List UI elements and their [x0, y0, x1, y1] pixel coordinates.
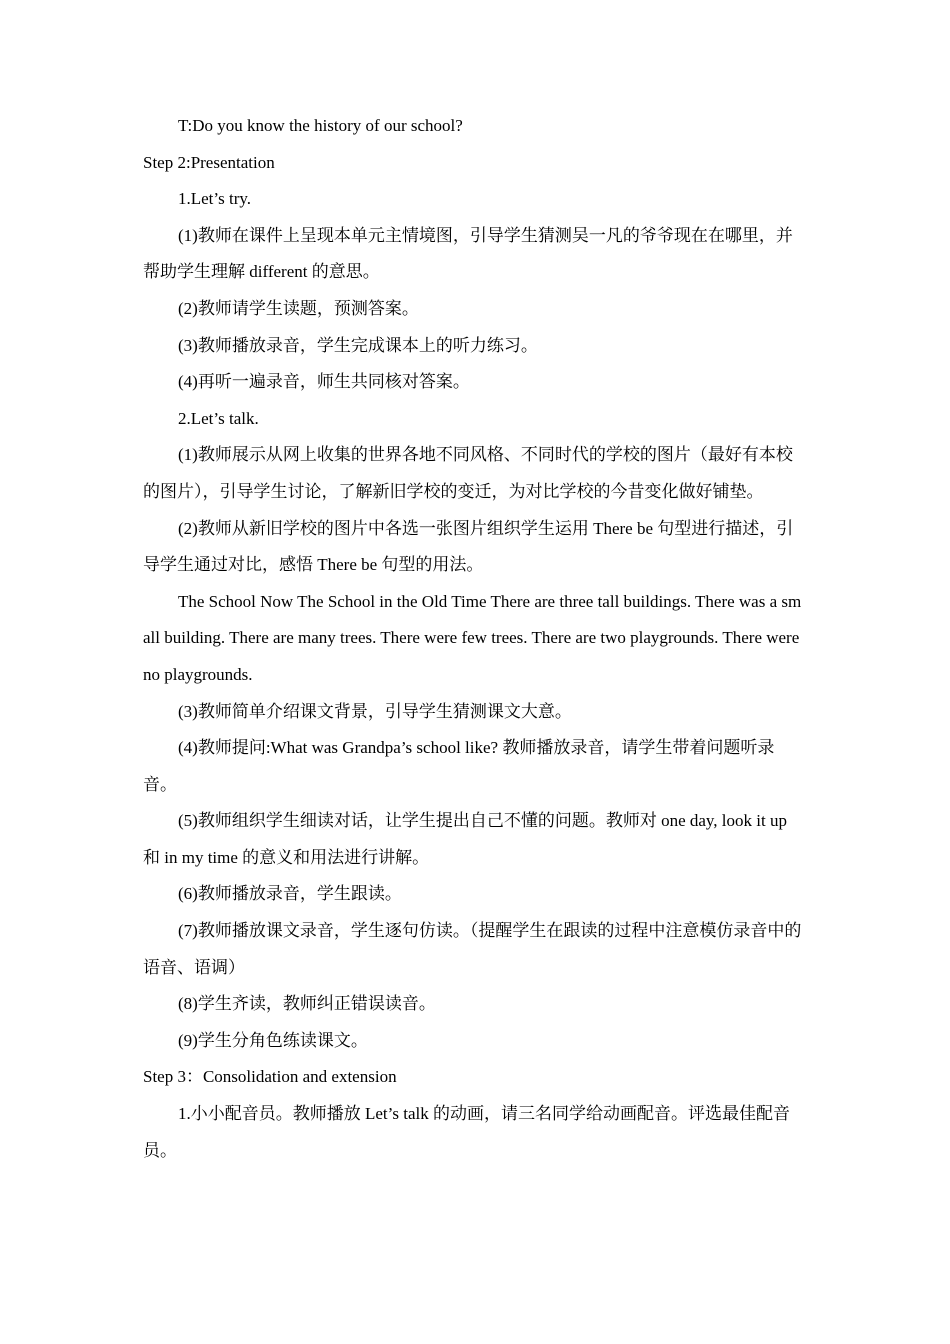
paragraph-try-2: (2)教师请学生读题，预测答案。: [178, 298, 419, 318]
paragraph-question: T:Do you know the history of our school?: [178, 116, 463, 135]
paragraph-talk-6: (6)教师播放录音，学生跟读。: [178, 884, 402, 904]
heading-step-3: Step 3：Consolidation and extension: [143, 1067, 397, 1087]
paragraph-talk-3: (3)教师简单介绍课文背景，引导学生猜测课文大意。: [178, 701, 572, 721]
paragraph-school-comparison: The School Now The School in the Old Time There are three tall buildings. There was a small building. There are many trees. There were few trees. There are two playgrounds. There were no playgrounds.: [143, 591, 802, 684]
paragraph-try-1: (1)教师在课件上呈现本单元主情境图，引导学生猜测吴一凡的爷爷现在在哪里，并帮助学生理解 different 的意思。: [143, 225, 793, 282]
subheading-lets-talk: 2.Let’s talk.: [178, 408, 259, 428]
paragraph-try-3: (3)教师播放录音，学生完成课本上的听力练习。: [178, 335, 538, 355]
document-page: [143, 108, 808, 1169]
paragraph-talk-7: (7)教师播放课文录音，学生逐句仿读。（提醒学生在跟读的过程中注意模仿录音中的语音、语调）: [143, 921, 802, 977]
paragraph-talk-2: (2)教师从新旧学校的图片中各选一张图片组织学生运用 There be 句型进行描述，引导学生通过对比，感悟 There be 句型的用法。: [143, 518, 794, 575]
paragraph-consolidation-1: 1.小小配音员。教师播放 Let’s talk 的动画，请三名同学给动画配音。评选最佳配音员。: [143, 1104, 790, 1160]
subheading-lets-try: 1.Let’s try.: [178, 189, 252, 209]
paragraph-talk-8: (8)学生齐读，教师纠正错误读音。: [178, 994, 436, 1014]
paragraph-talk-4: (4)教师提问:What was Grandpa’s school like? 教师播放录音，请学生带着问题听录音。: [143, 738, 775, 794]
heading-step-2: Step 2:Presentation: [143, 152, 275, 172]
paragraph-try-4: (4)再听一遍录音，师生共同核对答案。: [178, 372, 470, 392]
paragraph-talk-1: (1)教师展示从网上收集的世界各地不同风格、不同时代的学校的图片（最好有本校的图片），引导学生讨论，了解新旧学校的变迁，为对比学校的今昔变化做好铺垫。: [143, 445, 793, 501]
paragraph-talk-9: (9)学生分角色练读课文。: [178, 1030, 368, 1050]
paragraph-talk-5: (5)教师组织学生细读对话，让学生提出自己不懂的问题。教师对 one day, look it up 和 in my time 的意义和用法进行讲解。: [143, 811, 787, 867]
